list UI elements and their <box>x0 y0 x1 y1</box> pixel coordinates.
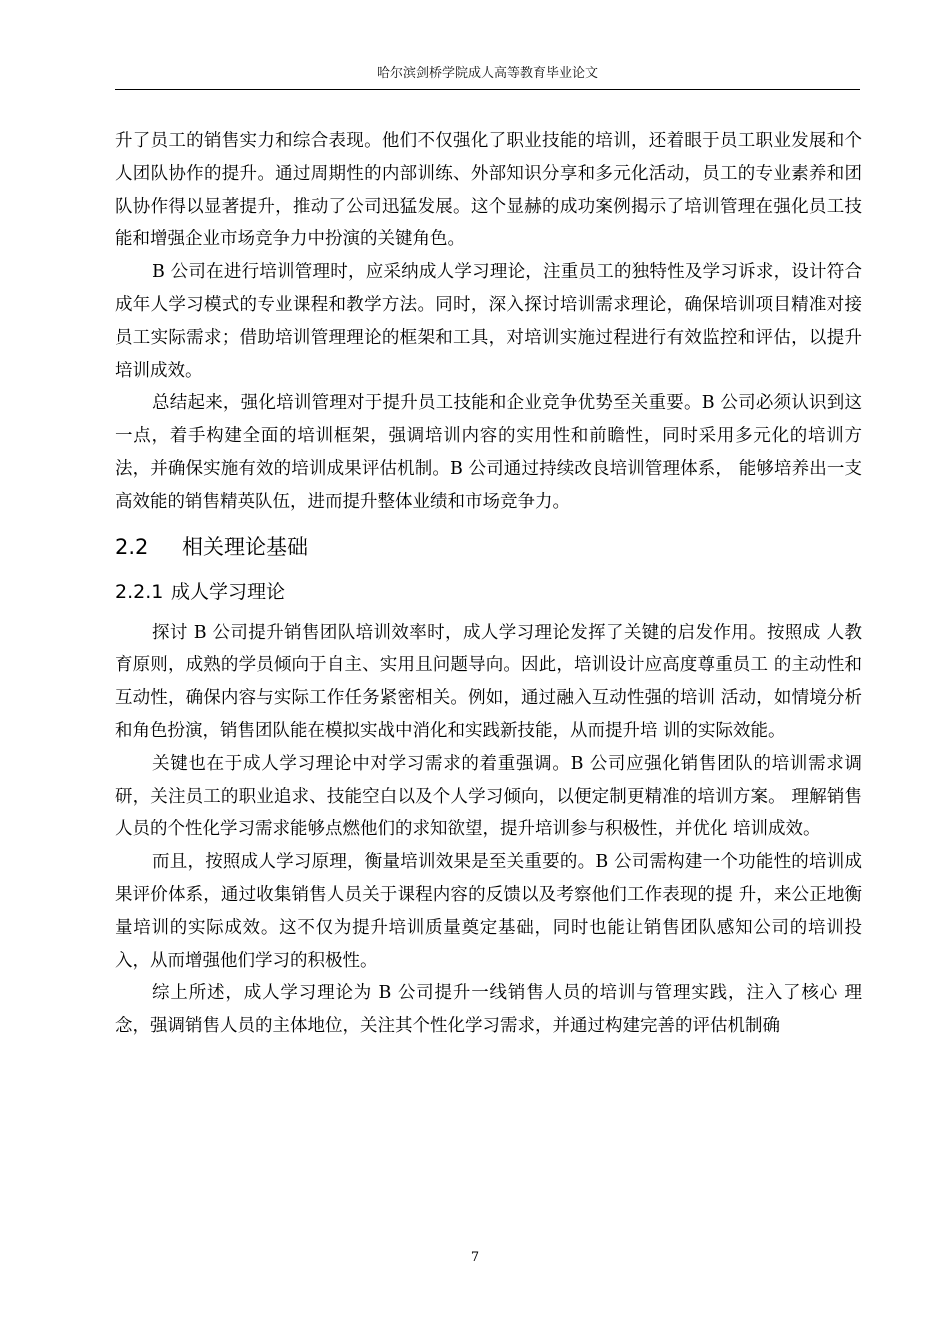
body-paragraph: 关键也在于成人学习理论中对学习需求的着重强调。B 公司应强化销售团队的培训需求调研，关注员工的职业追求、技能空白以及个人学习倾向，以便定制更精准的培训方案。 理解销售人员的个性化学习需求能够点燃他们的求知欲望，提升培训参与积极性，并优化 培训成效。 <box>115 753 862 840</box>
subsection-heading <box>115 571 862 613</box>
body-paragraph: B 公司在进行培训管理时，应采纳成人学习理论，注重员工的独特性及学习诉求，设计符合成年人学习模式的专业课程和教学方法。同时，深入探讨培训需求理论，确保培训项目精准对接员工实际需求；借助培训管理理论的框架和工具，对培训实施过程进行有效监控和评估，以提升培训成效。 <box>115 262 862 381</box>
section-number: 2.2 <box>115 534 149 559</box>
document-body <box>115 125 862 1043</box>
header-divider <box>115 89 860 90</box>
section-title: 相关理论基础 <box>182 534 308 559</box>
page-number: 7 <box>470 1250 480 1265</box>
subsection-title: 成人学习理论 <box>171 580 286 603</box>
page-header: 哈尔滨剑桥学院成人高等教育毕业论文 <box>376 66 598 81</box>
body-paragraph: 综上所述，成人学习理论为 B 公司提升一线销售人员的培训与管理实践，注入了核心 理念，强调销售人员的主体地位，关注其个性化学习需求，并通过构建完善的评估机制确 <box>115 983 862 1037</box>
body-paragraph: 总结起来，强化培训管理对于提升员工技能和企业竞争优势至关重要。B 公司必须认识到这一点，着手构建全面的培训框架，强调培训内容的实用性和前瞻性，同时采用多元化的培训方法，并确保实施有效的培训成果评估机制。B 公司通过持续改良培训管理体系， 能够培养出一支高效能的销售精英队伍，进而提升整体业绩和市场竞争力。 <box>115 393 862 512</box>
body-paragraph: 而且，按照成人学习原理，衡量培训效果是至关重要的。B 公司需构建一个功能性的培训成果评价体系，通过收集销售人员关于课程内容的反馈以及考察他们工作表现的提 升，来公正地衡量培训的实际成效。这不仅为提升培训质量奠定基础，同时也能让销售团队感知公司的培训投入，从而增强他们学习的积极性。 <box>115 852 862 971</box>
body-paragraph: 升了员工的销售实力和综合表现。他们不仅强化了职业技能的培训，还着眼于员工职业发展和个人团队协作的提升。通过周期性的内部训练、外部知识分享和多元化活动，员工的专业素养和团队协作得以显著提升，推动了公司迅猛发展。这个显赫的成功案例揭示了培训管理在强化员工技能和增强企业市场竞争力中扮演的关键角色。 <box>115 131 862 250</box>
body-paragraph: 探讨 B 公司提升销售团队培训效率时，成人学习理论发挥了关键的启发作用。按照成 人教育原则，成熟的学员倾向于自主、实用且问题导向。因此，培训设计应高度尊重员工 的主动性和互动性，确保内容与实际工作任务紧密相关。例如，通过融入互动性强的培训 活动，如情境分析和角色扮演，销售团队能在模拟实战中消化和实践新技能，从而提升培 训的实际效能。 <box>115 622 862 741</box>
subsection-number: 2.2.1 <box>115 580 164 603</box>
section-heading <box>115 525 862 569</box>
